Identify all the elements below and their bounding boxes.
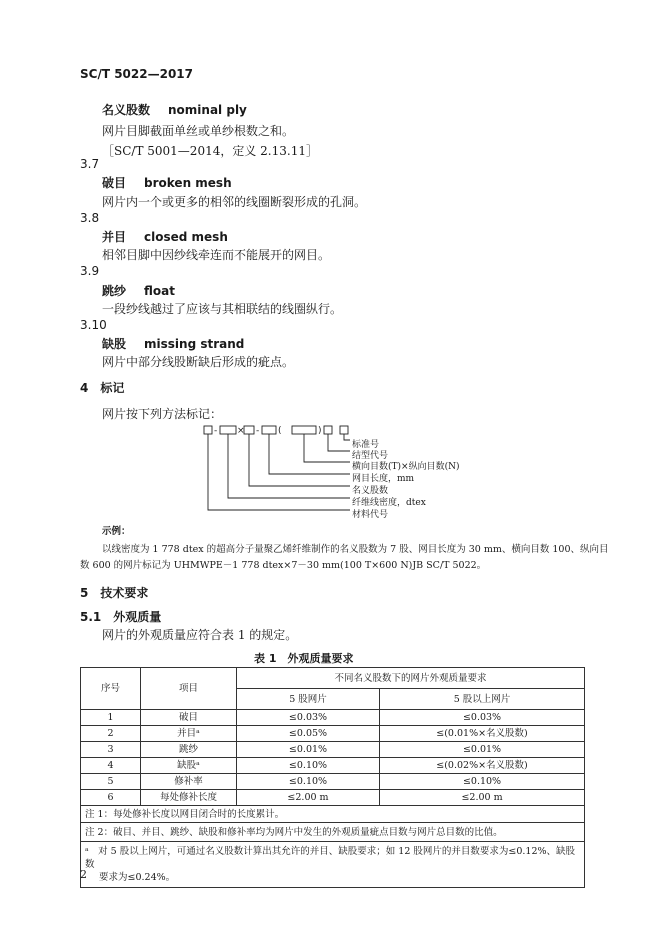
box-ply [244, 426, 254, 434]
cell-a: ≤0.10% [237, 774, 380, 790]
header-5-ply: 5 股网片 [237, 689, 380, 710]
example-line-2: 数 600 的网片标记为 UHMWPE－1 778 dtex×7－30 mm(100 T×600 N)JB SC/T 5022。 [80, 560, 487, 571]
term-broken-mesh-definition: 网片内一个或更多的相邻的线圈断裂形成的孔洞。 [102, 195, 367, 209]
cell-no: 6 [81, 790, 141, 806]
section-4-heading [80, 379, 124, 396]
header-over-5-ply: 5 股以上网片 [380, 689, 585, 710]
box-knot [324, 426, 332, 434]
term-cn: 破目 [102, 176, 127, 190]
cell-b: ≤0.01% [380, 742, 585, 758]
table-note-row [81, 806, 585, 823]
box-standard [340, 426, 348, 434]
cell-b: ≤2.00 m [380, 790, 585, 806]
term-nominal-ply-title [102, 101, 247, 118]
label-knot-code: 结型代号 [352, 451, 389, 461]
clause-number: 3.9 [80, 264, 100, 278]
table-note-2: 注 2：破目、并目、跳纱、缺股和修补率均为网片中发生的外观质量疵点目数与网片总目数的比值。 [81, 823, 585, 842]
cell-item: 缺股ᵃ [141, 758, 237, 774]
term-cn: 名义股数 [102, 103, 151, 117]
table-row [81, 774, 585, 790]
term-en: closed mesh [144, 230, 228, 244]
section-title: 技术要求 [100, 586, 149, 600]
table-footnote-a [81, 842, 585, 888]
section-5-1-heading [80, 608, 161, 625]
section-number: 5 [80, 586, 89, 600]
term-cn: 并目 [102, 230, 127, 244]
cell-a: ≤2.00 m [237, 790, 380, 806]
table-row [81, 710, 585, 726]
cell-item: 修补率 [141, 774, 237, 790]
box-material [204, 426, 212, 434]
example-label: 示例： [102, 526, 131, 537]
header-group: 不同名义股数下的网片外观质量要求 [237, 668, 585, 689]
term-cn: 跳纱 [102, 284, 127, 298]
term-broken-mesh-title [102, 174, 232, 191]
label-standard-no: 标准号 [352, 440, 380, 450]
header-no: 序号 [81, 668, 141, 710]
table-row [81, 742, 585, 758]
term-missing-strand-definition: 网片中部分线股断缺后形成的疵点。 [102, 355, 295, 369]
cell-b: ≤0.10% [380, 774, 585, 790]
cell-item: 跳纱 [141, 742, 237, 758]
term-float-title [102, 282, 175, 299]
table-row [81, 726, 585, 742]
cell-a: ≤0.01% [237, 742, 380, 758]
term-en: missing strand [144, 337, 245, 351]
table-row [81, 790, 585, 806]
paren-symbol: ( [278, 426, 282, 436]
section-number: 4 [80, 381, 89, 395]
example-line-1: 以线密度为 1 778 dtex 的超高分子量聚乙烯纤维制作的名义股数为 7 股、网目长度为 30 mm、横向目数 100、纵向目 [102, 544, 609, 555]
footnote-line: 要求为≤0.24%。 [99, 872, 176, 883]
times-symbol: × [237, 426, 245, 436]
paren-symbol: ) [318, 426, 322, 436]
cell-no: 1 [81, 710, 141, 726]
cell-item: 并目ᵃ [141, 726, 237, 742]
section-number: 5.1 [80, 610, 102, 624]
section-title: 外观质量 [113, 610, 162, 624]
label-material-code: 材料代号 [352, 510, 389, 520]
term-cn: 缺股 [102, 337, 127, 351]
cell-a: ≤0.05% [237, 726, 380, 742]
section-title: 标记 [100, 381, 125, 395]
marking-intro: 网片按下列方法标记： [102, 407, 223, 421]
footnote-line: ᵃ 对 5 股以上网片，可通过名义股数计算出其允许的并目、缺股要求；如 12 股网片的并目数要求为≤0.12%、缺股数 [85, 846, 576, 870]
box-mesh-length [262, 426, 276, 434]
term-en: nominal ply [168, 103, 247, 117]
clause-number: 3.7 [80, 157, 100, 171]
cell-no: 3 [81, 742, 141, 758]
term-closed-mesh-title [102, 228, 228, 245]
cell-item: 每处修补长度 [141, 790, 237, 806]
dash-symbol: - [214, 426, 218, 436]
label-linear-density: 纤维线密度，dtex [352, 498, 426, 508]
table-note-1: 注 1：每处修补长度以网目闭合时的长度累计。 [81, 806, 585, 823]
clause-number: 3.8 [80, 211, 100, 225]
label-mesh-length: 网目长度，mm [352, 474, 415, 484]
dash-symbol: - [256, 426, 260, 436]
appearance-quality-table [80, 667, 585, 888]
section-5-heading [80, 584, 148, 601]
label-mesh-count: 横向目数(T)×纵向目数(N) [352, 462, 460, 472]
table-header-row [81, 668, 585, 689]
cell-b: ≤(0.02%×名义股数) [380, 758, 585, 774]
cell-b: ≤(0.01%×名义股数) [380, 726, 585, 742]
clause-number: 3.10 [80, 318, 107, 332]
standard-header: SC/T 5022—2017 [80, 67, 193, 81]
table-caption: 表 1 外观质量要求 [254, 652, 354, 665]
cell-a: ≤0.03% [237, 710, 380, 726]
term-nominal-ply-definition: 网片目脚截面单丝或单纱根数之和。 [102, 124, 295, 138]
section-5-1-text: 网片的外观质量应符合表 1 的规定。 [102, 628, 298, 642]
label-nominal-ply: 名义股数 [352, 486, 389, 496]
header-item: 项目 [141, 668, 237, 710]
cell-item: 破目 [141, 710, 237, 726]
box-linear-density [220, 426, 236, 434]
cell-no: 2 [81, 726, 141, 742]
term-en: float [144, 284, 175, 298]
term-en: broken mesh [144, 176, 232, 190]
cell-b: ≤0.03% [380, 710, 585, 726]
table-footnote-row [81, 842, 585, 888]
table-note-row [81, 823, 585, 842]
table-row [81, 758, 585, 774]
box-mesh-count [292, 426, 316, 434]
cell-no: 4 [81, 758, 141, 774]
cell-a: ≤0.10% [237, 758, 380, 774]
term-float-definition: 一段纱线越过了应该与其相联结的线圈纵行。 [102, 302, 343, 316]
page-number: 2 [80, 868, 87, 881]
term-nominal-ply-source: ［SC/T 5001—2014，定义 2.13.11］ [102, 144, 318, 158]
cell-no: 5 [81, 774, 141, 790]
term-closed-mesh-definition: 相邻目脚中因纱线牵连而不能展开的网目。 [102, 248, 331, 262]
term-missing-strand-title [102, 335, 244, 352]
